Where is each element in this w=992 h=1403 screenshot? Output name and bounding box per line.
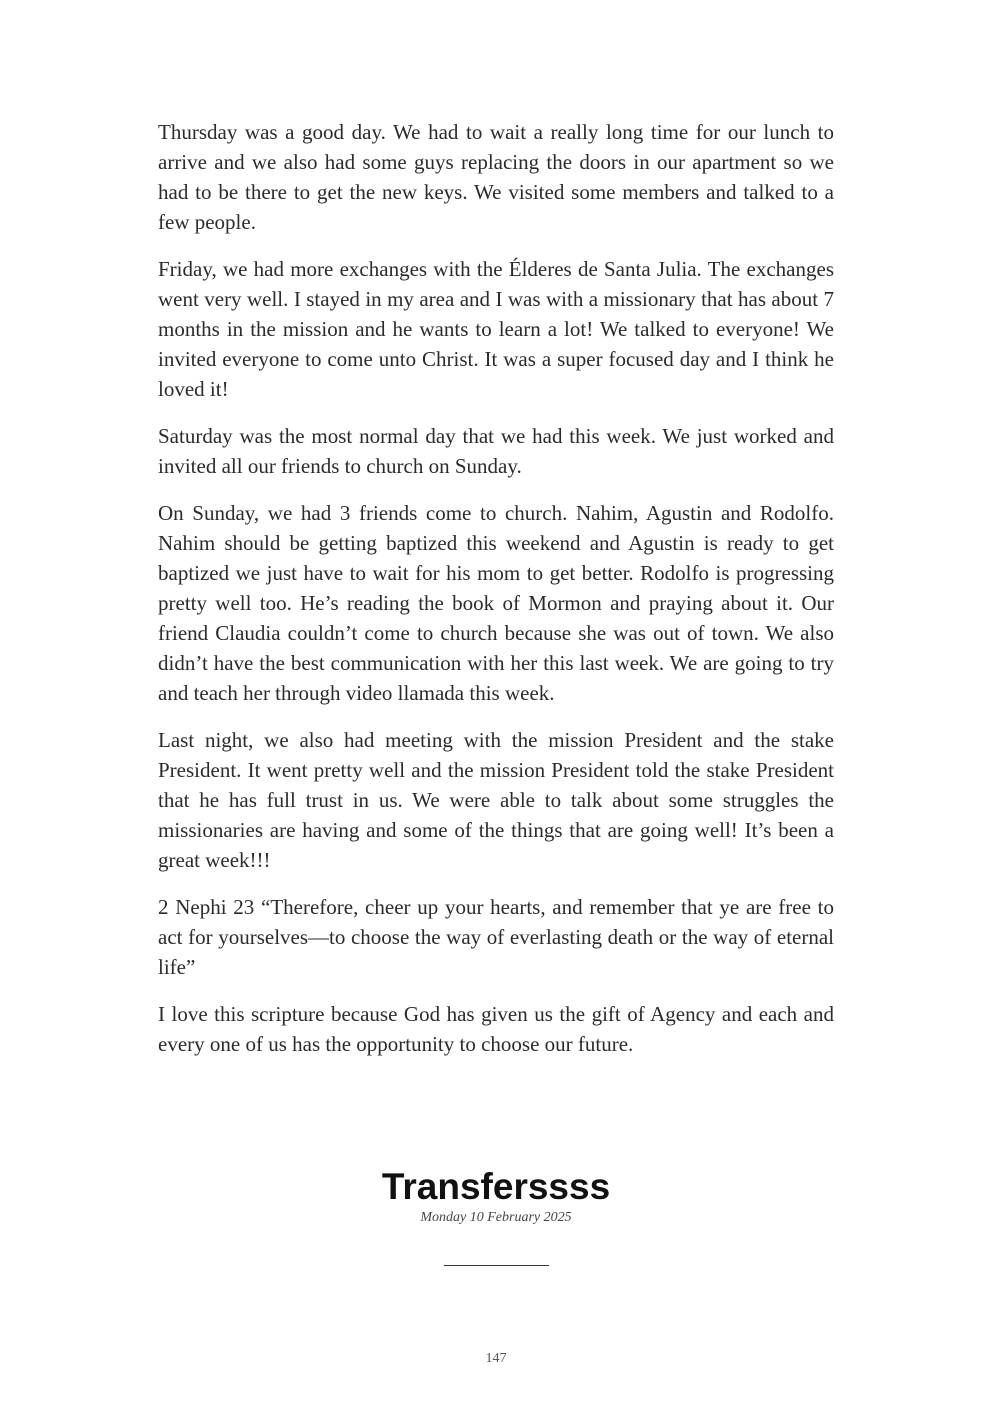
paragraph-last-night: Last night, we also had meeting with the mission President and the stake President. It went pretty well and the mission President told the stake President that he has full trust in us. We were able to talk about some struggles the missionaries are having and some of the things that are going well! It’s been a great week!!! — [158, 728, 834, 872]
entry-body — [158, 117, 834, 1076]
next-entry-header — [0, 1165, 992, 1227]
title-divider — [444, 1265, 549, 1266]
paragraph-thursday: Thursday was a good day. We had to wait a really long time for our lunch to arrive and we also had some guys replacing the doors in our apartment so we had to be there to get the new keys. We visited some members and talked to a few people. — [158, 120, 834, 234]
paragraph-sunday: On Sunday, we had 3 friends come to church. Nahim, Agustin and Rodolfo. Nahim should be getting baptized this weekend and Agustin is ready to get baptized we just have to wait for his mom to get better. Rodolfo is progressing pretty well too. He’s reading the book of Mormon and praying about it. Our friend Claudia couldn’t come to church because she was out of town. We also didn’t have the best communication with her this last week. We are going to try and teach her through video llamada this week. — [158, 501, 834, 705]
entry-title: Transferssss — [381, 1166, 611, 1207]
paragraph-friday: Friday, we had more exchanges with the Élderes de Santa Julia. The exchanges went very well. I stayed in my area and I was with a missionary that has about 7 months in the mission and he wants to learn a lot! We talked to everyone! We invited everyone to come unto Christ. It was a super focused day and I think he loved it! — [158, 257, 834, 401]
page-number: 147 — [485, 1351, 507, 1366]
entry-date: Monday 10 February 2025 — [420, 1210, 572, 1225]
paragraph-scripture-quote: 2 Nephi 23 “Therefore, cheer up your hearts, and remember that ye are free to act for yourselves—to choose the way of everlasting death or the way of eternal life” — [158, 895, 834, 979]
paragraph-saturday: Saturday was the most normal day that we had this week. We just worked and invited all our friends to church on Sunday. — [158, 424, 834, 478]
paragraph-scripture-reflection: I love this scripture because God has given us the gift of Agency and each and every one of us has the opportunity to choose our future. — [158, 1002, 834, 1056]
